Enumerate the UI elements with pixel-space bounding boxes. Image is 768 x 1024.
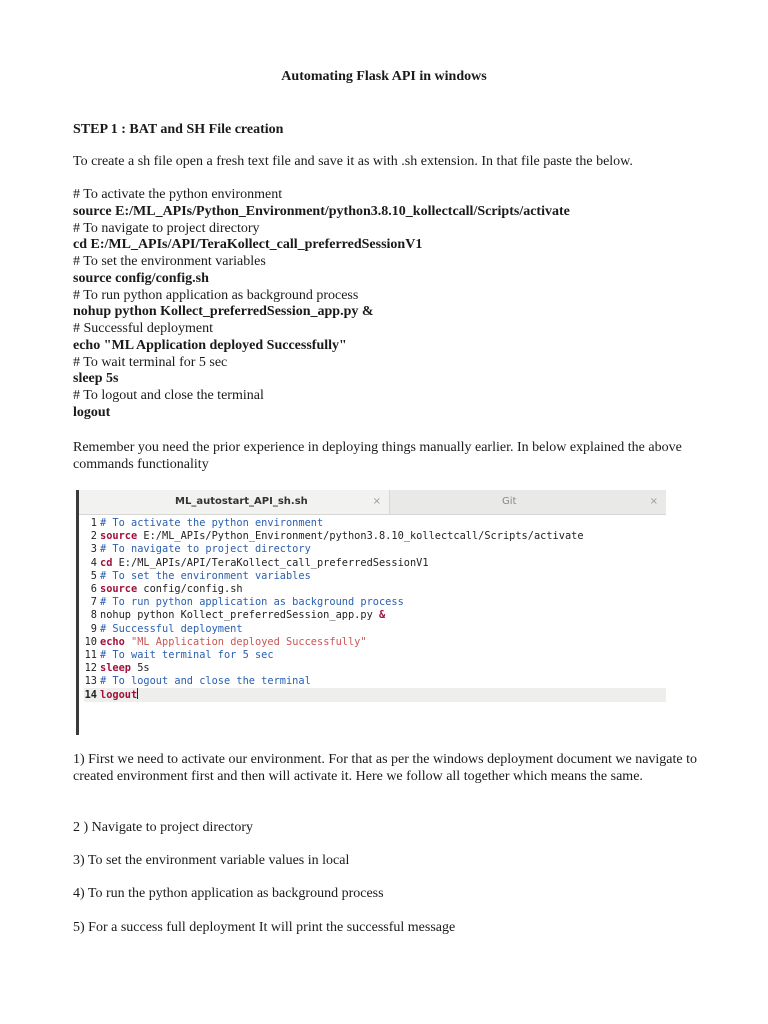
code-line[interactable] — [84, 543, 666, 556]
editor-screenshot — [76, 490, 666, 735]
explanation-4: 4) To run the python application as background process — [73, 886, 384, 901]
code-line[interactable] — [84, 688, 666, 701]
document-title: Automating Flask API in windows — [281, 69, 487, 84]
code-token: # To run python application as background process — [100, 596, 404, 609]
close-icon[interactable]: × — [372, 496, 381, 507]
code-token: # To set the environment variables — [100, 569, 311, 582]
explanation-5: 5) For a success full deployment It will print the successful message — [73, 920, 456, 935]
code-line[interactable] — [84, 583, 666, 596]
script-comment-line: # To set the environment variables — [73, 254, 266, 269]
script-command-line: echo "ML Application deployed Successfully" — [73, 337, 347, 353]
text-cursor — [137, 688, 138, 699]
code-token: # Successful deployment — [100, 622, 243, 635]
code-line[interactable] — [84, 662, 666, 675]
code-token: # To activate the python environment — [100, 517, 324, 529]
editor-tab-bar — [79, 490, 666, 515]
code-line[interactable] — [84, 570, 666, 583]
line-number: 7 — [90, 596, 97, 609]
script-command-line: logout — [73, 404, 111, 420]
line-number: 9 — [90, 622, 97, 635]
explanation-2: 2 ) Navigate to project directory — [73, 820, 253, 835]
line-number: 8 — [90, 609, 97, 622]
script-command-line: source E:/ML_APIs/Python_Environment/python3.8.10_kollectcall/Scripts/activate — [73, 203, 570, 219]
line-number: 13 — [84, 675, 97, 688]
remember-paragraph: Remember you need the prior experience in deploying things manually earlier. In below explained the above commands functionality — [73, 440, 682, 472]
script-comment-line: # To activate the python environment — [73, 187, 283, 202]
script-comment-line: # To run python application as background process — [73, 287, 359, 303]
code-token: E:/ML_APIs/Python_Environment/python3.8.10_kollectcall/Scripts/activate — [137, 530, 584, 543]
line-number: 1 — [90, 517, 97, 529]
script-comment-line: # Successful deployment — [73, 321, 213, 336]
line-number: 5 — [90, 569, 97, 582]
code-token: # To navigate to project directory — [100, 543, 311, 556]
script-listing — [73, 187, 570, 422]
script-command-line: sleep 5s — [73, 371, 119, 387]
line-number: 6 — [90, 582, 97, 595]
explanation-1: 1) First we need to activate our environment. For that as per the windows deployment document we navigate to created environment first and then will activate it. Here we follow all together which means the same. — [73, 752, 698, 784]
line-number: 11 — [84, 648, 97, 661]
code-line[interactable] — [84, 636, 666, 649]
code-token: logout — [100, 689, 138, 702]
code-line[interactable] — [84, 609, 666, 622]
code-token: & — [378, 609, 386, 622]
tab-label: Git — [502, 496, 517, 507]
code-token: source — [100, 582, 138, 595]
intro-paragraph: To create a sh file open a fresh text file and save it as with .sh extension. In that file paste the below. — [73, 154, 633, 169]
line-number: 3 — [90, 543, 97, 556]
code-line[interactable] — [84, 675, 666, 688]
code-area[interactable] — [84, 517, 666, 702]
tab-ml-autostart[interactable] — [79, 490, 390, 514]
tab-label: ML_autostart_API_sh.sh — [175, 496, 308, 507]
script-command-line: cd E:/ML_APIs/API/TeraKollect_call_preferredSessionV1 — [73, 237, 423, 253]
code-token: nohup python Kollect_preferredSession_app.py — [100, 609, 379, 622]
code-line[interactable] — [84, 517, 666, 530]
code-token: # To logout and close the terminal — [100, 675, 311, 688]
line-number: 10 — [84, 635, 97, 648]
code-token: config/config.sh — [137, 582, 243, 595]
line-number: 12 — [84, 662, 97, 675]
code-line[interactable] — [84, 596, 666, 609]
script-comment-line: # To navigate to project directory — [73, 220, 260, 236]
script-command-line: source config/config.sh — [73, 270, 209, 286]
code-line[interactable] — [84, 623, 666, 636]
code-token: echo — [100, 635, 125, 648]
step-heading: STEP 1 : BAT and SH File creation — [73, 122, 284, 137]
line-number: 4 — [90, 556, 97, 569]
code-line[interactable] — [84, 649, 666, 662]
script-comment-line: # To logout and close the terminal — [73, 388, 264, 403]
code-token: "ML Application deployed Successfully" — [124, 635, 367, 648]
code-token: 5s — [131, 662, 150, 675]
line-number: 2 — [90, 530, 97, 543]
code-line[interactable] — [84, 557, 666, 570]
code-token: E:/ML_APIs/API/TeraKollect_call_preferredSessionV1 — [112, 556, 429, 569]
code-line[interactable] — [84, 530, 666, 543]
code-token: source — [100, 530, 138, 543]
script-command-line: nohup python Kollect_preferredSession_app.py & — [73, 304, 374, 320]
editor-left-border — [76, 490, 79, 735]
tab-git[interactable] — [390, 490, 666, 514]
code-token: # To wait terminal for 5 sec — [100, 648, 274, 661]
explanation-3: 3) To set the environment variable values in local — [73, 853, 350, 868]
line-number: 14 — [84, 689, 97, 702]
script-comment-line: # To wait terminal for 5 sec — [73, 354, 228, 370]
code-token: cd — [100, 556, 113, 569]
code-token: sleep — [100, 662, 131, 675]
close-icon[interactable]: × — [649, 496, 658, 507]
